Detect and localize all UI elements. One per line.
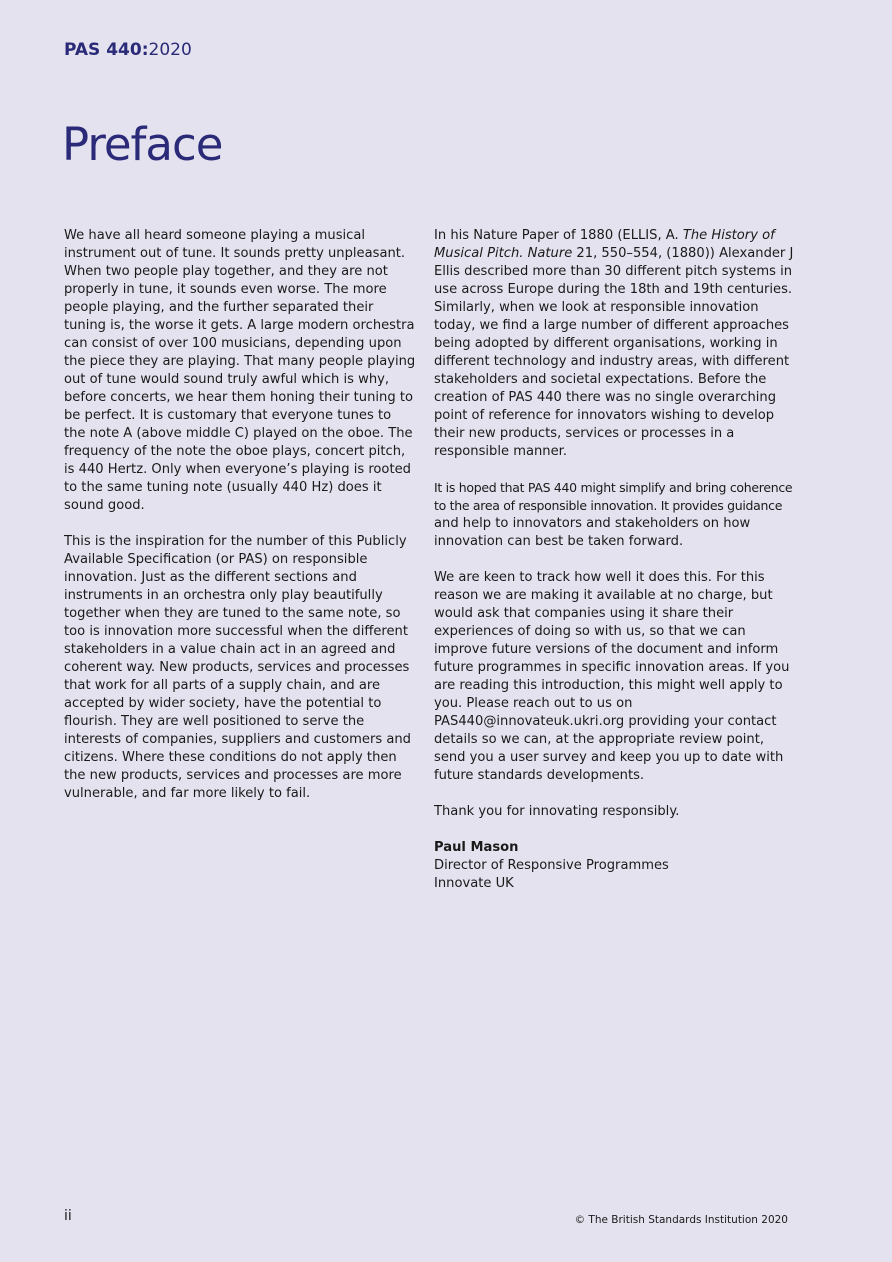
citation-title: The History of Musical Pitch. Nature [434, 228, 775, 261]
signature-name: Paul Mason [434, 840, 519, 855]
copyright-notice: © The British Standards Institution 2020 [574, 1214, 788, 1226]
citation-text-start: In his Nature Paper of 1880 (ELLIS, A. [434, 228, 683, 243]
right-paragraph-3: We are keen to track how well it does this. For this reason we are making it available at no charge, but would ask that companies using it share their experiences of doing so with us, so that we can improve future versions of the document and inform future programmes in specific innovation areas. If you are reading this introduction, this might well apply to you. Please reach out to us on PAS440@innovateuk.ukri.org providing your contact details so we can, at the appropriate review point, send you a user survey and keep you up to date with future standards developments. [434, 570, 790, 783]
left-column [64, 227, 416, 821]
signature-block [434, 839, 799, 893]
right-column [434, 227, 799, 911]
page-number: ii [64, 1208, 72, 1224]
right-paragraph-4: Thank you for innovating responsibly. [434, 804, 680, 819]
right-paragraph-2 [434, 479, 799, 551]
citation-text-end: 21, 550–554, (1880)) Alexander J Ellis described more than 30 different pitch systems in use across Europe during the 18th and 19th centuries. Similarly, when we look at responsible innovation today, we find a large number of different approaches being adopted by different organisations, working in different technology and industry areas, with different stakeholders and societal expectations. Before the creation of PAS 440 there was no single overarching point of reference for innovators wishing to develop their new products, services or processes in a responsible manner. [434, 246, 794, 459]
standard-code: PAS 440: [64, 40, 149, 60]
standard-year: 2020 [148, 40, 192, 60]
document-header [64, 40, 192, 60]
page-title: Preface [62, 118, 223, 171]
signature-organisation: Innovate UK [434, 876, 514, 891]
right-paragraph-2-condensed: It is hoped that PAS 440 might simplify and bring coherence to the area of responsible innovation. It provides guidance [434, 480, 793, 513]
signature-role: Director of Responsive Programmes [434, 858, 669, 873]
right-paragraph-1 [434, 227, 799, 461]
right-paragraph-2-rest: and help to innovators and stakeholders on how innovation can best be taken forward. [434, 516, 751, 549]
left-paragraph-1: We have all heard someone playing a musical instrument out of tune. It sounds pretty unpleasant. When two people play together, and they are not properly in tune, it sounds even worse. The more people playing, and the further separated their tuning is, the worse it gets. A large modern orchestra can consist of over 100 musicians, depending upon the piece they are playing. That many people playing out of tune would sound truly awful which is why, before concerts, we hear them honing their tuning to be perfect. It is customary that everyone tunes to the note A (above middle C) played on the oboe. The frequency of the note the oboe plays, concert pitch, is 440 Hertz. Only when everyone’s playing is rooted to the same tuning note (usually 440 Hz) does it sound good. [64, 228, 416, 513]
left-paragraph-2: This is the inspiration for the number of this Publicly Available Specification (or PAS) on responsible innovation. Just as the different sections and instruments in an orchestra only play beautifully together when they are tuned to the same note, so too is innovation more successful when the different stakeholders in a value chain act in an agreed and coherent way. New products, services and processes that work for all parts of a supply chain, and are accepted by wider society, have the potential to flourish. They are well positioned to serve the interests of companies, suppliers and customers and citizens. Where these conditions do not apply then the new products, services and processes are more vulnerable, and far more likely to fail. [64, 534, 411, 801]
